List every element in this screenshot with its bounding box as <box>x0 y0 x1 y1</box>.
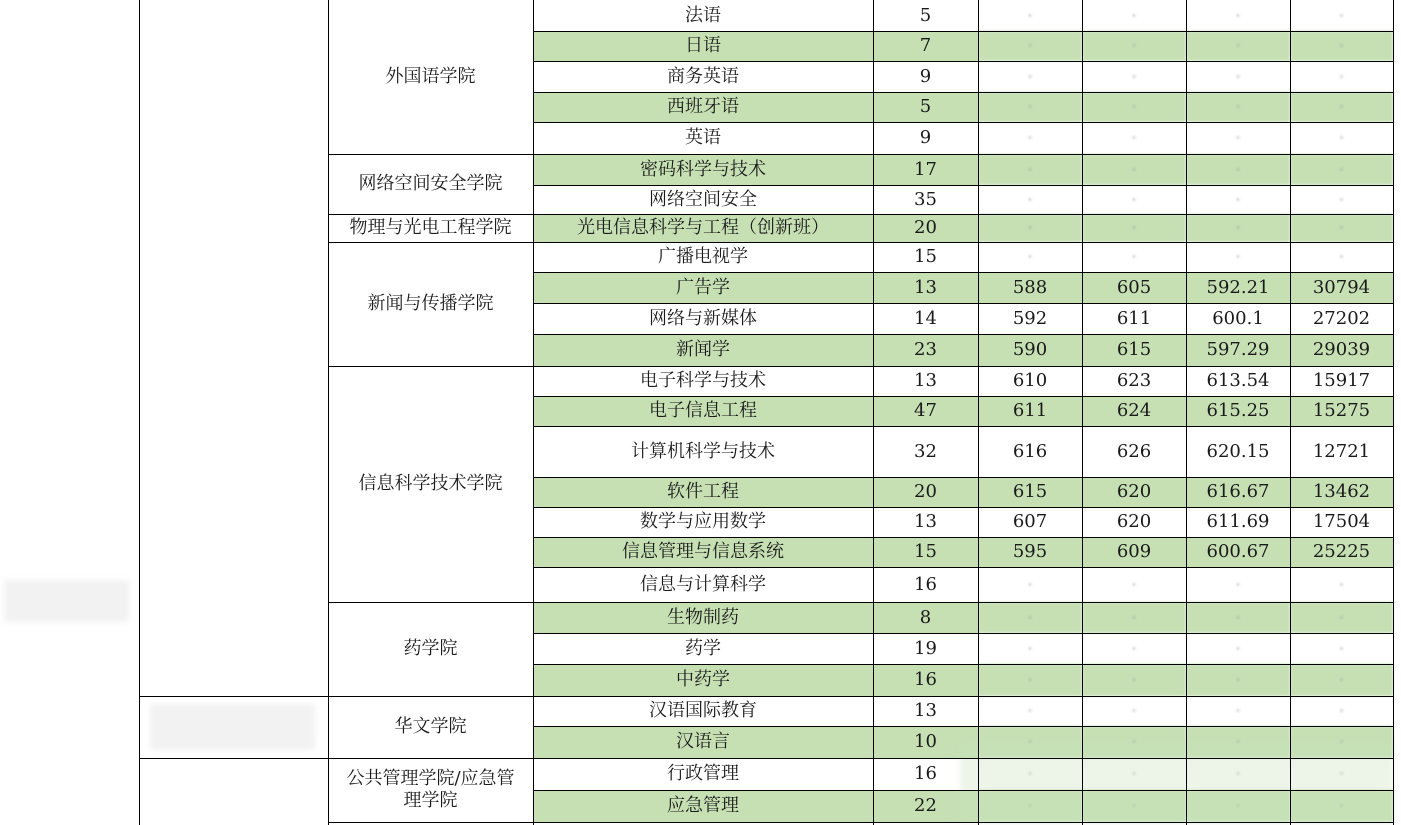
score-cell-min: · <box>978 664 1082 696</box>
score-cell-max: · <box>1082 214 1186 242</box>
major-cell: 密码科学与技术 <box>533 154 873 185</box>
score-cell-rank: 15275 <box>1290 396 1393 426</box>
table-gridline <box>1393 0 1394 825</box>
table-gridline <box>533 366 1394 367</box>
score-cell-avg: · <box>1235 128 1241 148</box>
score-cell-avg: 620.15 <box>1206 440 1270 462</box>
table-gridline <box>533 92 1394 93</box>
major-cell: 电子科学与技术 <box>640 370 766 392</box>
major-cell: 计算机科学与技术 <box>631 440 775 462</box>
score-cell-rank: · <box>1338 638 1345 658</box>
score-cell-max: 615 <box>1082 334 1186 366</box>
score-cell-avg: 611.69 <box>1206 511 1270 533</box>
score-cell-max: · <box>1131 764 1137 784</box>
major-cell: 网络空间安全 <box>649 188 757 210</box>
table-gridline <box>533 537 1394 538</box>
score-cell-max: · <box>1131 247 1137 267</box>
enrollment-count-cell: 7 <box>873 31 978 61</box>
table-gridline <box>328 366 533 367</box>
major-cell: 行政管理 <box>667 763 739 785</box>
score-cell-max: · <box>1082 602 1186 633</box>
score-cell-rank: · <box>1338 247 1345 267</box>
score-cell-max: 623 <box>1116 370 1152 392</box>
enrollment-count-cell: 14 <box>914 307 937 329</box>
major-cell: 生物制药 <box>533 602 873 633</box>
table-gridline <box>328 602 533 603</box>
enrollment-count-cell: 13 <box>914 511 937 533</box>
college-cell: 新闻与传播学院 <box>367 293 494 315</box>
score-cell-rank: 30794 <box>1290 272 1393 303</box>
major-cell: 数学与应用数学 <box>640 511 766 533</box>
table-gridline <box>328 242 533 243</box>
enrollment-count-cell: 10 <box>873 726 978 758</box>
enrollment-count-cell: 9 <box>919 65 932 87</box>
score-cell-avg: · <box>1186 602 1290 633</box>
table-gridline <box>533 122 1394 123</box>
score-cell-rank: 27202 <box>1312 307 1371 329</box>
score-cell-avg: · <box>1186 92 1290 122</box>
table-gridline <box>328 154 533 155</box>
score-cell-min: · <box>1027 66 1033 86</box>
score-cell-min: 588 <box>978 272 1082 303</box>
major-cell: 广播电视学 <box>658 246 748 268</box>
score-cell-rank: · <box>1290 790 1393 822</box>
score-cell-rank: 25225 <box>1290 537 1393 567</box>
score-cell-avg: 613.54 <box>1206 370 1270 392</box>
table-gridline <box>533 0 534 825</box>
major-cell: 日语 <box>533 31 873 61</box>
college-cell: 网络空间安全学院 <box>358 173 503 195</box>
score-cell-rank: · <box>1338 5 1345 25</box>
college-cell: 信息科学技术学院 <box>358 473 503 495</box>
score-cell-rank: · <box>1338 128 1345 148</box>
score-cell-rank: · <box>1338 574 1345 594</box>
enrollment-count-cell: 13 <box>914 700 937 722</box>
table-gridline <box>533 758 1394 759</box>
score-cell-avg: · <box>1235 66 1241 86</box>
enrollment-count-cell: 16 <box>914 763 937 785</box>
score-cell-avg: · <box>1235 5 1241 25</box>
score-cell-avg: · <box>1235 189 1241 209</box>
major-cell: 英语 <box>685 127 721 149</box>
enrollment-count-cell: 47 <box>873 396 978 426</box>
table-gridline <box>328 214 533 215</box>
table-gridline <box>328 0 329 825</box>
enrollment-count-cell: 9 <box>919 127 932 149</box>
score-cell-min: · <box>1027 189 1033 209</box>
score-cell-min: 590 <box>978 334 1082 366</box>
enrollment-count-cell: 13 <box>873 272 978 303</box>
major-cell: 汉语国际教育 <box>649 700 757 722</box>
score-cell-avg: 616.67 <box>1186 477 1290 507</box>
table-gridline <box>533 822 1394 823</box>
table-gridline <box>139 758 328 759</box>
score-cell-rank: · <box>1290 154 1393 185</box>
score-cell-max: · <box>1131 5 1137 25</box>
score-cell-avg: · <box>1235 638 1241 658</box>
score-cell-max: 624 <box>1082 396 1186 426</box>
table-gridline <box>1082 0 1083 825</box>
major-cell: 信息管理与信息系统 <box>533 537 873 567</box>
score-cell-max: · <box>1082 726 1186 758</box>
score-cell-rank: · <box>1338 764 1345 784</box>
enrollment-count-cell: 5 <box>873 92 978 122</box>
table-gridline <box>533 726 1394 727</box>
major-cell: 信息与计算科学 <box>640 573 766 595</box>
table-gridline <box>533 426 1394 427</box>
score-cell-max: · <box>1082 154 1186 185</box>
score-cell-min: · <box>978 214 1082 242</box>
enrollment-count-cell: 35 <box>914 188 937 210</box>
major-cell: 药学 <box>685 637 721 659</box>
table-gridline <box>978 0 979 825</box>
score-cell-avg: · <box>1235 574 1241 594</box>
score-cell-avg: · <box>1235 764 1241 784</box>
score-cell-rank: · <box>1290 664 1393 696</box>
enrollment-count-cell: 16 <box>914 573 937 595</box>
major-cell: 应急管理 <box>533 790 873 822</box>
score-cell-avg: · <box>1186 154 1290 185</box>
score-cell-max: · <box>1131 128 1137 148</box>
college-name-line: 公共管理学院/应急管 <box>346 768 515 790</box>
table-gridline <box>533 242 1394 243</box>
enrollment-count-cell: 5 <box>919 4 932 26</box>
score-cell-min: · <box>978 790 1082 822</box>
score-cell-rank: · <box>1290 726 1393 758</box>
table-gridline <box>533 790 1394 791</box>
table-gridline <box>533 477 1394 478</box>
table-gridline <box>533 31 1394 32</box>
table-gridline <box>533 567 1394 568</box>
score-cell-max: · <box>1131 574 1137 594</box>
table-gridline <box>533 696 1394 697</box>
score-cell-max: 626 <box>1116 440 1152 462</box>
table-gridline <box>533 507 1394 508</box>
score-cell-max: 620 <box>1116 511 1152 533</box>
table-gridline <box>533 214 1394 215</box>
table-gridline <box>533 185 1394 186</box>
college-cell: 药学院 <box>403 638 458 660</box>
major-cell: 西班牙语 <box>533 92 873 122</box>
score-cell-rank: · <box>1290 602 1393 633</box>
score-cell-avg: · <box>1186 214 1290 242</box>
score-cell-rank: · <box>1290 92 1393 122</box>
enrollment-count-cell: 20 <box>873 214 978 242</box>
score-cell-avg: · <box>1235 701 1241 721</box>
score-cell-max: · <box>1131 701 1137 721</box>
score-cell-rank: · <box>1290 31 1393 61</box>
table-gridline <box>533 303 1394 304</box>
table-gridline <box>328 696 533 697</box>
score-cell-min: · <box>978 154 1082 185</box>
score-cell-min: 595 <box>978 537 1082 567</box>
score-cell-max: · <box>1082 664 1186 696</box>
table-gridline <box>328 822 533 823</box>
score-cell-avg: · <box>1186 790 1290 822</box>
score-cell-avg: 600.1 <box>1212 307 1264 329</box>
table-gridline <box>873 0 874 825</box>
score-cell-max: · <box>1082 92 1186 122</box>
score-cell-max: 609 <box>1082 537 1186 567</box>
score-cell-min: · <box>1027 247 1033 267</box>
college-cell: 物理与光电工程学院 <box>349 217 512 239</box>
score-cell-rank: · <box>1290 214 1393 242</box>
enrollment-count-cell: 19 <box>914 637 937 659</box>
table-gridline <box>533 334 1394 335</box>
major-cell: 广告学 <box>533 272 873 303</box>
college-name-line: 理学院 <box>403 790 458 811</box>
score-cell-avg: · <box>1186 726 1290 758</box>
score-cell-avg: · <box>1186 31 1290 61</box>
score-cell-min: · <box>1027 701 1033 721</box>
major-cell: 网络与新媒体 <box>649 307 757 329</box>
score-cell-avg: 615.25 <box>1186 396 1290 426</box>
enrollment-count-cell: 17 <box>873 154 978 185</box>
score-cell-min: 616 <box>1012 440 1048 462</box>
table-gridline <box>533 633 1394 634</box>
score-cell-max: · <box>1131 66 1137 86</box>
table-gridline <box>533 61 1394 62</box>
major-cell: 商务英语 <box>667 65 739 87</box>
score-cell-avg: 600.67 <box>1186 537 1290 567</box>
enrollment-count-cell: 13 <box>914 370 937 392</box>
score-cell-max: · <box>1082 790 1186 822</box>
enrollment-count-cell: 15 <box>873 537 978 567</box>
college-cell <box>328 758 533 822</box>
score-cell-min: · <box>1027 5 1033 25</box>
score-cell-min: · <box>1027 638 1033 658</box>
blurred-region <box>960 742 1393 822</box>
score-cell-rank: 13462 <box>1290 477 1393 507</box>
major-cell: 新闻学 <box>533 334 873 366</box>
enrollment-count-cell: 15 <box>914 246 937 268</box>
table-gridline <box>328 758 533 759</box>
score-cell-rank: 12721 <box>1312 440 1371 462</box>
score-cell-rank: 29039 <box>1290 334 1393 366</box>
score-cell-max: 605 <box>1082 272 1186 303</box>
enrollment-count-cell: 23 <box>873 334 978 366</box>
score-cell-avg: · <box>1186 664 1290 696</box>
score-cell-min: 607 <box>1012 511 1048 533</box>
score-cell-rank: 17504 <box>1312 511 1371 533</box>
score-cell-rank: · <box>1338 189 1345 209</box>
enrollment-count-cell: 16 <box>873 664 978 696</box>
score-cell-avg: · <box>1235 247 1241 267</box>
score-cell-min: · <box>1027 574 1033 594</box>
score-cell-avg: 592.21 <box>1186 272 1290 303</box>
major-cell: 汉语言 <box>533 726 873 758</box>
major-cell: 法语 <box>685 4 721 26</box>
score-cell-min: · <box>978 602 1082 633</box>
enrollment-count-cell: 8 <box>873 602 978 633</box>
major-cell: 中药学 <box>533 664 873 696</box>
table-gridline <box>533 664 1394 665</box>
score-cell-min: 615 <box>978 477 1082 507</box>
score-cell-min: · <box>1027 764 1033 784</box>
major-cell: 电子信息工程 <box>533 396 873 426</box>
score-cell-min: · <box>1027 128 1033 148</box>
table-gridline <box>139 696 328 697</box>
enrollment-count-cell: 32 <box>914 440 937 462</box>
table-gridline <box>533 602 1394 603</box>
score-cell-min: · <box>978 92 1082 122</box>
score-cell-max: 611 <box>1116 307 1152 329</box>
score-cell-max: 620 <box>1082 477 1186 507</box>
score-cell-min: 610 <box>1012 370 1048 392</box>
score-cell-min: · <box>978 726 1082 758</box>
score-cell-rank: · <box>1338 701 1345 721</box>
table-gridline <box>533 154 1394 155</box>
table-gridline <box>1290 0 1291 825</box>
score-cell-rank: 15917 <box>1312 370 1371 392</box>
college-cell: 华文学院 <box>394 716 467 738</box>
major-cell: 光电信息科学与工程（创新班） <box>533 214 873 242</box>
table-gridline <box>533 396 1394 397</box>
score-cell-min: 611 <box>978 396 1082 426</box>
table-gridline <box>533 272 1394 273</box>
table-gridline <box>139 0 140 825</box>
college-cell: 外国语学院 <box>385 66 476 88</box>
blurred-region <box>150 704 315 750</box>
major-cell: 软件工程 <box>533 477 873 507</box>
enrollment-count-cell: 20 <box>873 477 978 507</box>
score-cell-max: · <box>1131 189 1137 209</box>
enrollment-count-cell: 22 <box>873 790 978 822</box>
score-cell-avg: 597.29 <box>1186 334 1290 366</box>
score-cell-max: · <box>1082 31 1186 61</box>
blurred-region <box>4 580 129 622</box>
table-gridline <box>1186 0 1187 825</box>
score-cell-min: · <box>978 31 1082 61</box>
score-cell-min: 592 <box>1012 307 1048 329</box>
score-cell-max: · <box>1131 638 1137 658</box>
score-cell-rank: · <box>1338 66 1345 86</box>
